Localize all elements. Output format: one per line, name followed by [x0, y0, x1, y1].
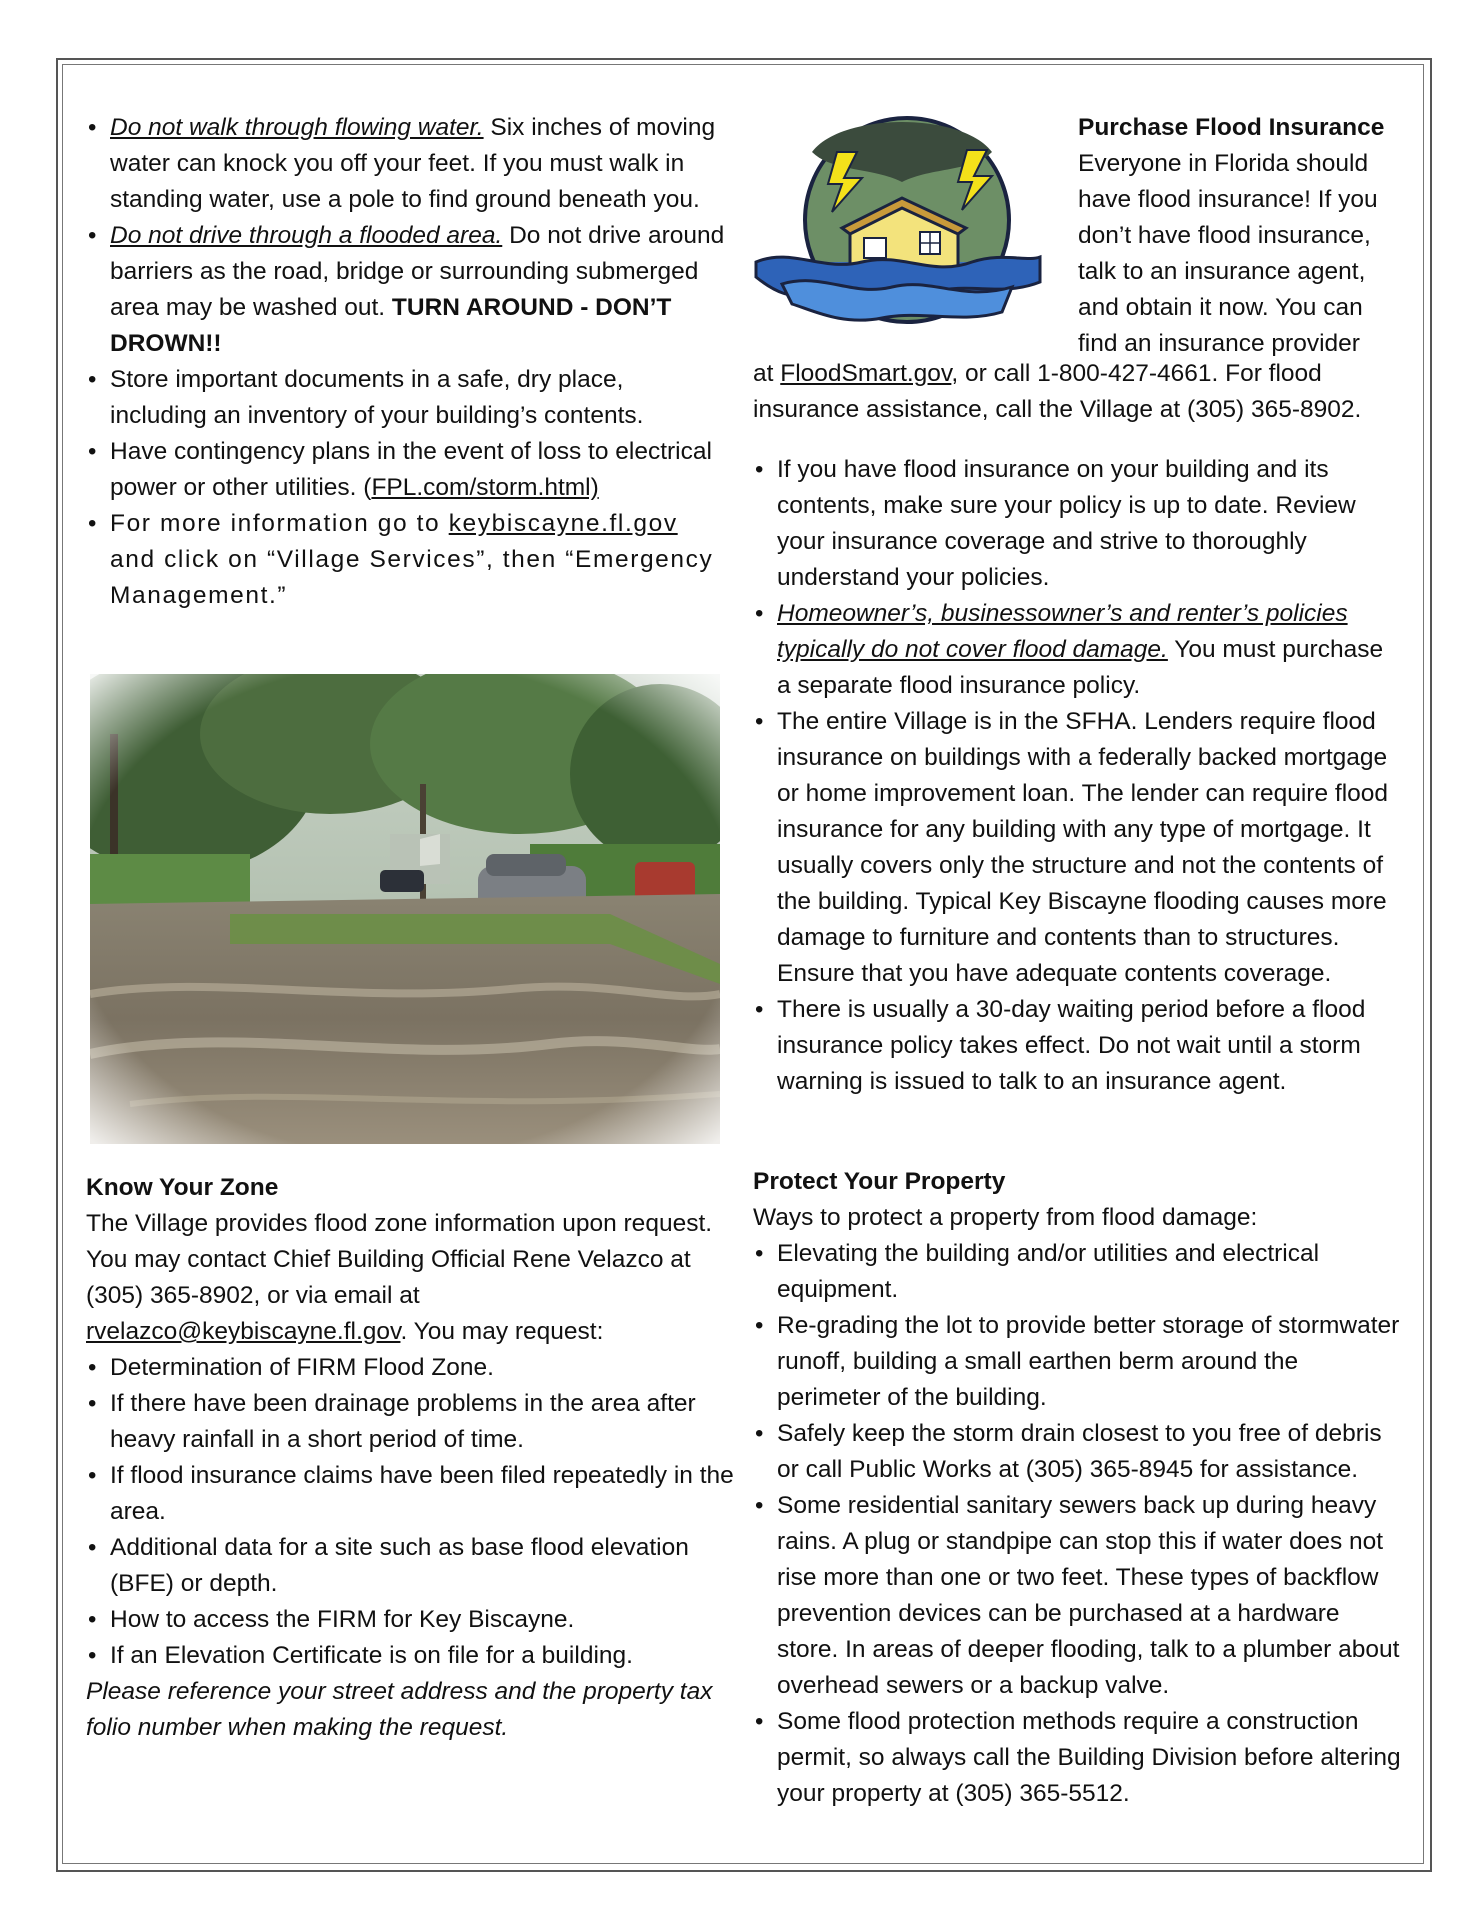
list-item: [86, 110, 726, 218]
item-text: and click on “Village Services”, then “Emergency Management.”: [110, 546, 714, 609]
protect-list: [753, 1236, 1403, 1812]
list-item: • If an Elevation Certificate is on file for a building.: [86, 1638, 736, 1674]
floodsmart-link[interactable]: FloodSmart.gov: [780, 360, 952, 387]
list-item: [86, 434, 726, 506]
insurance-heading: Purchase Flood Insurance: [1078, 114, 1385, 141]
village-website-link[interactable]: keybiscayne.fl.gov: [448, 510, 678, 537]
insurance-intro: [1078, 110, 1408, 362]
list-item: • Some flood protection methods require a construction permit, so always call the Building Division before altering your property at (305) 365-5512.: [753, 1704, 1403, 1812]
zone-intro: [86, 1206, 736, 1350]
list-item: • Determination of FIRM Flood Zone.: [86, 1350, 736, 1386]
know-your-zone: [86, 1170, 736, 1746]
zone-request-list: [86, 1350, 736, 1674]
flood-house-logo: [752, 112, 1042, 332]
list-item: • Safely keep the storm drain closest to you free of debris or call Public Works at (305) 365-8945 for assistance.: [753, 1416, 1403, 1488]
item-text: There is usually a 30-day waiting period before a flood insurance policy takes effect. Do not wait until a storm warning is issued to talk to an insurance agent.: [777, 996, 1366, 1095]
list-item: [86, 218, 726, 362]
list-item: • Elevating the building and/or utilities and electrical equipment.: [753, 1236, 1403, 1308]
list-item: [86, 506, 726, 614]
item-text: For more information go to: [110, 510, 449, 537]
item-text: The entire Village is in the SFHA. Lenders require flood insurance on buildings with a federally backed mortgage or home improvement loan. The lender can require flood insurance for any building with any type of mortgage. It usually covers only the structure and not the contents of the building. Typical Key Biscayne flooding causes more damage to furniture and contents than to structures. Ensure that you have adequate contents coverage.: [777, 708, 1389, 987]
list-item: • If flood insurance claims have been filed repeatedly in the area.: [86, 1458, 736, 1530]
item-text: You must purchase a separate flood insurance policy.: [777, 636, 1384, 699]
list-item: • How to access the FIRM for Key Biscayne.: [86, 1602, 736, 1638]
protect-heading: Protect Your Property: [753, 1168, 1006, 1195]
insurance-contact: [753, 356, 1403, 428]
protect-your-property: [753, 1164, 1403, 1812]
contact-text: , or call 1-800-427-4661. For flood insurance assistance, call the Village at (305) 365-8902.: [753, 360, 1362, 423]
flooded-street-photo: [90, 674, 720, 1144]
item-text: Do not drive around barriers as the road, bridge or surrounding submerged area may be washed out.: [110, 222, 725, 321]
protect-intro: Ways to protect a property from flood damage:: [753, 1204, 1258, 1231]
item-text: If you have flood insurance on your building and its contents, make sure your policy is up to date. Review your insurance coverage and strive to thoroughly understand your policies.: [777, 456, 1356, 591]
list-item: [86, 362, 726, 434]
list-item: [753, 704, 1403, 992]
contact-text: at: [753, 360, 781, 387]
emphasis: Do not walk through flowing water.: [110, 114, 484, 141]
item-text: Store important documents in a safe, dry place, including an inventory of your building’s contents.: [110, 366, 644, 429]
insurance-tips-list: [753, 452, 1403, 1100]
item-text: Six inches of moving water can knock you off your feet. If you must walk in standing water, use a pole to find ground beneath you.: [110, 114, 716, 213]
email-link[interactable]: rvelazco@keybiscayne.fl.gov: [86, 1318, 401, 1345]
zone-intro-text: The Village provides flood zone information upon request. You may contact Chief Building Official Rene Velazco at (305) 365-8902, or via email at: [86, 1210, 713, 1309]
list-item: [753, 992, 1403, 1100]
safety-tips: [86, 110, 726, 614]
list-item: • If there have been drainage problems in the area after heavy rainfall in a short period of time.: [86, 1386, 736, 1458]
emphasis: Homeowner’s, businessowner’s and renter’s policies typically do not cover flood damage.: [777, 600, 1348, 663]
safety-tips-list: [86, 110, 726, 614]
fpl-link[interactable]: FPL.com/storm.html): [371, 474, 599, 501]
emphasis: Do not drive through a flooded area.: [110, 222, 503, 249]
list-item: • Some residential sanitary sewers back up during heavy rains. A plug or standpipe can stop this if water does not rise more than one or two feet. These types of backflow prevention devices can be purchased at a hardware store. In areas of deeper flooding, talk to a plumber about overhead sewers or a backup valve.: [753, 1488, 1403, 1704]
zone-note: Please reference your street address and the property tax folio number when making the request.: [86, 1678, 713, 1741]
list-item: [753, 596, 1403, 704]
warning-text: TURN AROUND - DON’T DROWN!!: [110, 294, 672, 357]
item-text: Have contingency plans in the event of loss to electrical power or other utilities. (: [110, 438, 712, 501]
zone-intro-text: . You may request:: [400, 1318, 604, 1345]
list-item: • Re-grading the lot to provide better storage of stormwater runoff, building a small earthen berm around the perimeter of the building.: [753, 1308, 1403, 1416]
insurance-tips: [753, 452, 1403, 1100]
zone-heading: Know Your Zone: [86, 1174, 279, 1201]
list-item: [753, 452, 1403, 596]
insurance-intro-text: Everyone in Florida should have flood insurance! If you don’t have flood insurance, talk to an insurance agent, and obtain it now. You can find an insurance provider: [1078, 150, 1378, 357]
list-item: • Additional data for a site such as base flood elevation (BFE) or depth.: [86, 1530, 736, 1602]
